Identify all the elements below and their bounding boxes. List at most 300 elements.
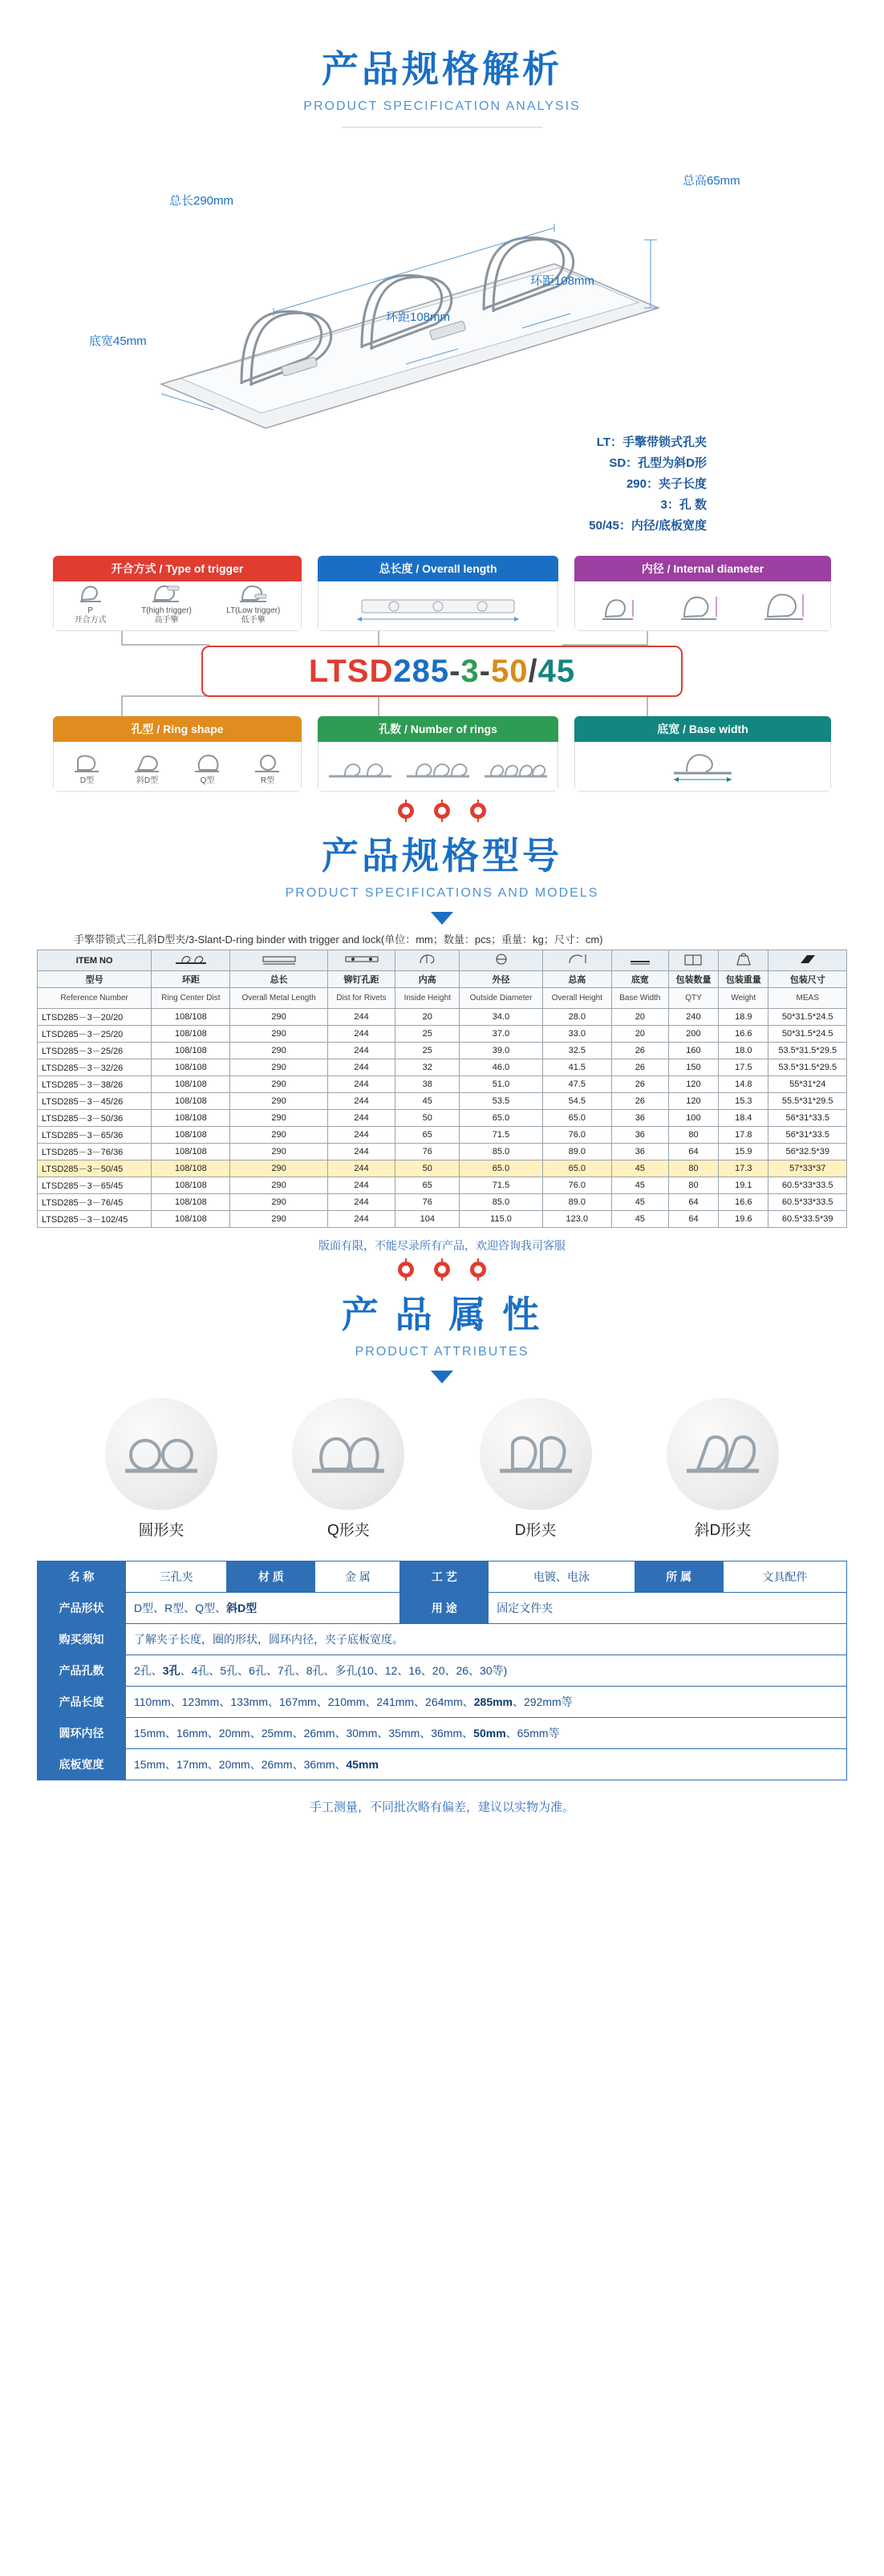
cell-qty: 80 xyxy=(668,1127,718,1144)
trigger-option-lt-top: LT(Low trigger) xyxy=(226,606,281,615)
cell-ring-dist: 108/108 xyxy=(152,1211,230,1228)
attr-row-name xyxy=(38,1561,847,1593)
spec-header-en-5: Outside Diameter xyxy=(460,988,543,1009)
title-divider xyxy=(342,127,542,128)
attr-key-length: 产品长度 xyxy=(38,1687,126,1718)
decor-dot xyxy=(398,1262,414,1278)
code-box-basewidth-title: 底宽 / Base width xyxy=(574,716,831,742)
trigger-option-lt-bottom: 低手擎 xyxy=(241,616,266,625)
ring-shape-q-icon xyxy=(192,753,224,774)
cell-ring-dist: 108/108 xyxy=(152,1177,230,1194)
cell-height: 54.5 xyxy=(542,1093,611,1110)
cell-model: LTSD285－3－65/36 xyxy=(38,1127,152,1144)
meas-icon xyxy=(797,952,818,966)
icon-inside-height xyxy=(395,950,460,971)
spec-header-en-2: Overall Metal Length xyxy=(230,988,327,1009)
spec-header-cn-4: 内高 xyxy=(395,971,460,988)
cell-base: 26 xyxy=(611,1059,668,1076)
ring-t-icon xyxy=(150,583,182,604)
cell-model: LTSD285－3－25/20 xyxy=(38,1026,152,1043)
attr-key-material: 材 质 xyxy=(227,1561,315,1593)
code-part-base: 45 xyxy=(537,653,576,689)
attr-value-name: 三孔夹 xyxy=(126,1561,227,1593)
down-triangle-icon-2 xyxy=(431,1371,453,1383)
product-caption-slant-d: 斜D形夹 xyxy=(694,1522,752,1539)
cell-meas: 50*31.5*24.5 xyxy=(768,1026,847,1043)
table-row xyxy=(38,1194,847,1211)
cell-rivet: 244 xyxy=(327,1211,395,1228)
cell-meas: 56*32.5*39 xyxy=(768,1144,847,1160)
cell-model: LTSD285－3－76/36 xyxy=(38,1144,152,1160)
cell-length: 290 xyxy=(230,1026,327,1043)
code-part-rings: 3 xyxy=(460,653,480,689)
diameter-large-icon xyxy=(760,590,808,626)
decor-dot xyxy=(470,803,486,819)
overall-length-icon xyxy=(346,589,530,626)
shape-option-r xyxy=(252,753,284,786)
cell-qty: 64 xyxy=(668,1194,718,1211)
attr-value-shape-plain: D型、R型、Q型、 xyxy=(134,1602,227,1614)
attr-value-holes-bold: 3孔 xyxy=(162,1664,180,1677)
label-ring-dist-2: 环距108mm xyxy=(386,310,451,324)
attr-key-process: 工 艺 xyxy=(400,1561,489,1593)
cell-weight: 17.3 xyxy=(719,1160,768,1177)
table-row xyxy=(38,1009,847,1026)
attr-key-shape: 产品形状 xyxy=(38,1593,126,1624)
code-box-trigger-title: 开合方式 / Type of trigger xyxy=(53,556,302,581)
cell-base: 36 xyxy=(611,1144,668,1160)
cell-outside: 39.0 xyxy=(460,1043,543,1059)
spec-table-caption: 手擎带锁式三孔斜D型夹/3-Slant-D-ring binder with trigger and lock(单位：mm；数量：pcs；重量：kg；尺寸：cm) xyxy=(74,934,603,946)
shape-option-slant-d xyxy=(132,753,164,786)
attr-key-diameter: 圆环内径 xyxy=(38,1718,126,1749)
cell-ring-dist: 108/108 xyxy=(152,1144,230,1160)
section-models xyxy=(0,788,884,925)
table-row-highlighted xyxy=(38,1160,847,1177)
section-spec-analysis xyxy=(0,0,884,136)
cell-meas: 60.5*33*33.5 xyxy=(768,1194,847,1211)
attr-value-holes-pre: 2孔、 xyxy=(134,1664,163,1677)
rings-4-icon xyxy=(481,754,550,786)
spec-header-en-9: Weight xyxy=(719,988,768,1009)
attr-value-category: 文具配件 xyxy=(723,1561,846,1593)
cell-outside: 51.0 xyxy=(460,1076,543,1093)
cell-rivet: 244 xyxy=(327,1093,395,1110)
section-attributes xyxy=(0,1257,884,1540)
code-box-diameter-title: 内径 / Internal diameter xyxy=(574,556,831,581)
cell-length: 290 xyxy=(230,1059,327,1076)
attr-key-usage: 用 途 xyxy=(400,1593,489,1624)
spec-table-note: 版面有限，不能尽录所有产品，欢迎咨询我司客服 xyxy=(318,1239,566,1252)
product-code xyxy=(201,646,683,697)
diameter-medium-icon xyxy=(676,590,721,626)
cell-height: 65.0 xyxy=(542,1160,611,1177)
cell-outside: 65.0 xyxy=(460,1110,543,1127)
attributes-subtitle: PRODUCT ATTRIBUTES xyxy=(355,1345,529,1359)
spec-header-en-4: Inside Height xyxy=(395,988,460,1009)
cell-height: 32.5 xyxy=(542,1043,611,1059)
shape-option-q xyxy=(192,753,224,786)
attr-row-length xyxy=(38,1687,847,1718)
product-type-round[interactable] xyxy=(81,1398,241,1540)
cell-inside: 20 xyxy=(395,1009,460,1026)
code-box-diameter xyxy=(574,556,831,631)
cell-ring-dist: 108/108 xyxy=(152,1009,230,1026)
cell-rivet: 244 xyxy=(327,1160,395,1177)
attr-value-length-bold: 285mm xyxy=(473,1695,513,1708)
cell-rivet: 244 xyxy=(327,1110,395,1127)
cell-height: 89.0 xyxy=(542,1144,611,1160)
label-total-height: 总高65mm xyxy=(683,174,740,188)
ring-p-icon xyxy=(77,583,104,604)
product-diagram xyxy=(41,144,843,432)
cell-qty: 64 xyxy=(668,1211,718,1228)
page-title: 产品规格解析 xyxy=(322,48,562,90)
spec-table-header-cn xyxy=(38,971,847,988)
spec-header-en-1: Ring Center Dist xyxy=(152,988,230,1009)
models-subtitle: PRODUCT SPECIFICATIONS AND MODELS xyxy=(285,886,599,900)
cell-base: 20 xyxy=(611,1009,668,1026)
cell-height: 65.0 xyxy=(542,1110,611,1127)
weight-icon xyxy=(733,952,754,966)
ring-dist-icon xyxy=(174,953,208,966)
ring-shape-d-icon xyxy=(71,753,103,774)
legend-item-5045: 50/45：内径/底板宽度 xyxy=(589,519,707,533)
cell-model: LTSD285－3－102/45 xyxy=(38,1211,152,1228)
attr-value-diameter-post: 、65mm等 xyxy=(505,1727,560,1740)
cell-model: LTSD285－3－32/26 xyxy=(38,1059,152,1076)
rivet-dist-icon xyxy=(343,953,380,966)
legend-item-lt: LT：手擎带锁式孔夹 xyxy=(596,435,707,449)
cell-outside: 71.5 xyxy=(460,1177,543,1194)
outside-diameter-icon xyxy=(489,953,513,966)
table-row xyxy=(38,1177,847,1194)
spec-header-en-3: Dist for Rivets xyxy=(327,988,395,1009)
cell-length: 290 xyxy=(230,1160,327,1177)
attr-value-diameter-bold: 50mm xyxy=(473,1727,506,1740)
cell-base: 45 xyxy=(611,1211,668,1228)
decor-dots-2 xyxy=(398,1262,486,1278)
cell-outside: 53.5 xyxy=(460,1093,543,1110)
attr-value-holes-post: 、4孔、5孔、6孔、7孔、8孔、多孔(10、12、16、20、26、30等) xyxy=(180,1664,508,1677)
cell-height: 41.5 xyxy=(542,1059,611,1076)
product-caption-q: Q形夹 xyxy=(326,1522,370,1539)
cell-inside: 65 xyxy=(395,1177,460,1194)
attr-key-category: 所 属 xyxy=(635,1561,723,1593)
cell-height: 33.0 xyxy=(542,1026,611,1043)
cell-weight: 18.0 xyxy=(719,1043,768,1059)
attr-value-holes xyxy=(126,1655,847,1687)
cell-meas: 50*31.5*24.5 xyxy=(768,1009,847,1026)
attributes-title: 产 品 属 性 xyxy=(341,1294,543,1335)
cell-meas: 56*31*33.5 xyxy=(768,1127,847,1144)
spec-header-en-0: Reference Number xyxy=(38,988,152,1009)
spec-header-cn-9: 包装重量 xyxy=(719,971,768,988)
attr-value-material: 金 属 xyxy=(315,1561,400,1593)
cell-height: 123.0 xyxy=(542,1211,611,1228)
q-clip-icon xyxy=(304,1426,392,1482)
icon-outside-diameter xyxy=(460,950,543,971)
spec-header-cn-7: 底宽 xyxy=(611,971,668,988)
cell-length: 290 xyxy=(230,1110,327,1127)
code-box-shape xyxy=(53,716,302,792)
cell-model: LTSD285－3－50/45 xyxy=(38,1160,152,1177)
cell-length: 290 xyxy=(230,1211,327,1228)
cell-rivet: 244 xyxy=(327,1177,395,1194)
cell-inside: 50 xyxy=(395,1160,460,1177)
attr-row-shape xyxy=(38,1593,847,1624)
models-title: 产品规格型号 xyxy=(322,835,562,877)
trigger-option-t xyxy=(141,583,192,626)
round-clip-icon xyxy=(117,1426,205,1482)
code-breakdown xyxy=(37,556,847,788)
spec-header-en-8: QTY xyxy=(668,988,718,1009)
attr-value-usage: 固定文件夹 xyxy=(489,1593,847,1624)
cell-outside: 46.0 xyxy=(460,1059,543,1076)
cell-height: 76.0 xyxy=(542,1127,611,1144)
cell-inside: 76 xyxy=(395,1194,460,1211)
spec-header-en-10: MEAS xyxy=(768,988,847,1009)
cell-inside: 25 xyxy=(395,1026,460,1043)
cell-meas: 55.5*31*29.5 xyxy=(768,1093,847,1110)
attr-value-diameter-pre: 15mm、16mm、20mm、25mm、26mm、30mm、35mm、36mm、 xyxy=(134,1727,474,1740)
cell-weight: 17.8 xyxy=(719,1127,768,1144)
cell-ring-dist: 108/108 xyxy=(152,1026,230,1043)
code-sep-3: / xyxy=(528,653,538,689)
cell-height: 47.5 xyxy=(542,1076,611,1093)
code-part-length: 285 xyxy=(393,653,450,689)
cell-base: 20 xyxy=(611,1026,668,1043)
cell-weight: 19.1 xyxy=(719,1177,768,1194)
cell-rivet: 244 xyxy=(327,1127,395,1144)
cell-inside: 65 xyxy=(395,1127,460,1144)
code-sep-2: - xyxy=(479,653,491,689)
cell-rivet: 244 xyxy=(327,1009,395,1026)
trigger-option-t-top: T(high trigger) xyxy=(141,606,192,615)
cell-height: 76.0 xyxy=(542,1177,611,1194)
code-box-shape-title: 孔型 / Ring shape xyxy=(53,716,302,742)
cell-weight: 19.6 xyxy=(719,1211,768,1228)
ring-shape-r-icon xyxy=(252,753,284,774)
icon-meas xyxy=(768,950,847,971)
icon-ring-dist xyxy=(152,950,230,971)
cell-rivet: 244 xyxy=(327,1076,395,1093)
overall-height-icon xyxy=(565,953,589,966)
cell-meas: 55*31*24 xyxy=(768,1076,847,1093)
code-part-lt: LTSD xyxy=(308,653,394,689)
cell-length: 290 xyxy=(230,1076,327,1093)
carton-icon xyxy=(683,952,704,966)
decor-dot xyxy=(470,1262,486,1278)
attr-key-notice: 购买须知 xyxy=(38,1624,126,1655)
inside-height-icon xyxy=(416,953,440,966)
cell-qty: 100 xyxy=(668,1110,718,1127)
product-type-d[interactable] xyxy=(456,1398,616,1540)
cell-weight: 16.6 xyxy=(719,1026,768,1043)
table-row xyxy=(38,1211,847,1228)
attr-value-process: 电镀、电泳 xyxy=(489,1561,635,1593)
cell-rivet: 244 xyxy=(327,1194,395,1211)
cell-base: 36 xyxy=(611,1127,668,1144)
diameter-small-icon xyxy=(598,590,638,626)
product-image-round xyxy=(105,1398,217,1510)
icon-base-width xyxy=(611,950,668,971)
cell-qty: 120 xyxy=(668,1093,718,1110)
cell-weight: 17.5 xyxy=(719,1059,768,1076)
table-row xyxy=(38,1026,847,1043)
spec-header-cn-6: 总高 xyxy=(542,971,611,988)
slant-d-clip-icon xyxy=(679,1426,767,1482)
cell-model: LTSD285－3－25/26 xyxy=(38,1043,152,1059)
cell-qty: 200 xyxy=(668,1026,718,1043)
page-subtitle: PRODUCT SPECIFICATION ANALYSIS xyxy=(303,99,581,113)
spec-header-cn-5: 外径 xyxy=(460,971,543,988)
cell-weight: 15.9 xyxy=(719,1144,768,1160)
trigger-option-lt xyxy=(226,583,280,626)
cell-length: 290 xyxy=(230,1127,327,1144)
cell-model: LTSD285－3－76/45 xyxy=(38,1194,152,1211)
cell-inside: 45 xyxy=(395,1093,460,1110)
attr-value-diameter xyxy=(126,1718,847,1749)
cell-inside: 50 xyxy=(395,1110,460,1127)
cell-length: 290 xyxy=(230,1043,327,1059)
cell-ring-dist: 108/108 xyxy=(152,1194,230,1211)
attr-value-shape-bold: 斜D型 xyxy=(226,1602,257,1614)
cell-outside: 65.0 xyxy=(460,1160,543,1177)
cell-meas: 57*33*37 xyxy=(768,1160,847,1177)
cell-weight: 18.9 xyxy=(719,1009,768,1026)
cell-base: 45 xyxy=(611,1194,668,1211)
cell-qty: 120 xyxy=(668,1076,718,1093)
cell-rivet: 244 xyxy=(327,1059,395,1076)
cell-inside: 76 xyxy=(395,1144,460,1160)
cell-ring-dist: 108/108 xyxy=(152,1127,230,1144)
code-box-basewidth xyxy=(574,716,831,792)
attr-value-length-pre: 110mm、123mm、133mm、167mm、210mm、241mm、264mm、 xyxy=(134,1695,474,1708)
cell-model: LTSD285－3－50/36 xyxy=(38,1110,152,1127)
cell-rivet: 244 xyxy=(327,1144,395,1160)
legend-item-sd: SD：孔型为斜D形 xyxy=(609,456,707,470)
cell-length: 290 xyxy=(230,1093,327,1110)
cell-ring-dist: 108/108 xyxy=(152,1093,230,1110)
shape-option-q-label: Q型 xyxy=(200,776,215,785)
decor-dot xyxy=(434,803,450,819)
trigger-option-t-bottom: 高手擎 xyxy=(154,616,179,625)
cell-qty: 64 xyxy=(668,1144,718,1160)
d-clip-icon xyxy=(492,1426,580,1482)
product-types-row xyxy=(81,1398,803,1540)
cell-inside: 38 xyxy=(395,1076,460,1093)
cell-ring-dist: 108/108 xyxy=(152,1110,230,1127)
cell-qty: 80 xyxy=(668,1177,718,1194)
ring-lt-icon xyxy=(237,583,270,604)
cell-qty: 150 xyxy=(668,1059,718,1076)
cell-meas: 53.5*31.5*29.5 xyxy=(768,1059,847,1076)
product-type-slant-d[interactable] xyxy=(643,1398,803,1540)
label-base-width: 底宽45mm xyxy=(89,334,147,348)
code-sep-1: - xyxy=(449,653,461,689)
legend-item-3: 3：孔 数 xyxy=(660,498,707,512)
spec-header-cn-0: 型号 xyxy=(38,971,152,988)
cell-outside: 71.5 xyxy=(460,1127,543,1144)
cell-meas: 60.5*33*33.5 xyxy=(768,1177,847,1194)
spec-table-header-icons xyxy=(38,950,847,971)
cell-length: 290 xyxy=(230,1177,327,1194)
code-legend xyxy=(41,432,843,537)
attr-value-basewidth-bold: 45mm xyxy=(346,1758,379,1771)
cell-height: 28.0 xyxy=(542,1009,611,1026)
attr-value-length xyxy=(126,1687,847,1718)
spec-header-cn-3: 铆钉孔距 xyxy=(327,971,395,988)
product-image-slant-d xyxy=(667,1398,779,1510)
table-row xyxy=(38,1043,847,1059)
trigger-option-p-top: P xyxy=(87,606,94,615)
down-triangle-icon xyxy=(431,912,453,925)
code-box-rings-title: 孔数 / Number of rings xyxy=(318,716,558,742)
attr-key-holes: 产品孔数 xyxy=(38,1655,126,1687)
cell-weight: 18.4 xyxy=(719,1110,768,1127)
decor-dots-1 xyxy=(398,803,486,819)
cell-meas: 60.5*33.5*39 xyxy=(768,1211,847,1228)
icon-carton xyxy=(668,950,718,971)
product-caption-d: D形夹 xyxy=(514,1522,557,1539)
base-width-icon xyxy=(655,749,751,786)
cell-qty: 80 xyxy=(668,1160,718,1177)
spec-header-en-6: Overall Height xyxy=(542,988,611,1009)
code-box-trigger xyxy=(53,556,302,631)
icon-weight xyxy=(719,950,768,971)
cell-weight: 16.6 xyxy=(719,1194,768,1211)
cell-ring-dist: 108/108 xyxy=(152,1076,230,1093)
cell-outside: 37.0 xyxy=(460,1026,543,1043)
table-row xyxy=(38,1059,847,1076)
cell-length: 290 xyxy=(230,1009,327,1026)
attr-value-shape xyxy=(126,1593,400,1624)
cell-base: 26 xyxy=(611,1043,668,1059)
cell-model: LTSD285－3－65/45 xyxy=(38,1177,152,1194)
product-type-q[interactable] xyxy=(268,1398,428,1540)
cell-base: 26 xyxy=(611,1076,668,1093)
cell-height: 89.0 xyxy=(542,1194,611,1211)
spec-header-itemno: ITEM NO xyxy=(38,950,152,971)
table-row xyxy=(38,1144,847,1160)
cell-inside: 104 xyxy=(395,1211,460,1228)
attributes-table xyxy=(37,1561,847,1780)
decor-dot xyxy=(398,803,414,819)
table-row xyxy=(38,1093,847,1110)
spec-header-en-7: Base Width xyxy=(611,988,668,1009)
rings-2-icon xyxy=(326,754,395,786)
cell-base: 36 xyxy=(611,1110,668,1127)
cell-base: 26 xyxy=(611,1093,668,1110)
cell-qty: 240 xyxy=(668,1009,718,1026)
cell-outside: 115.0 xyxy=(460,1211,543,1228)
page-footnote: 手工测量，不同批次略有偏差，建议以实物为准。 xyxy=(309,1800,574,1814)
product-image-d xyxy=(480,1398,592,1510)
cell-outside: 34.0 xyxy=(460,1009,543,1026)
product-image-q xyxy=(292,1398,404,1510)
cell-rivet: 244 xyxy=(327,1026,395,1043)
spec-table xyxy=(37,950,847,1228)
attr-row-holes xyxy=(38,1655,847,1687)
cell-ring-dist: 108/108 xyxy=(152,1043,230,1059)
code-box-length xyxy=(318,556,558,631)
spec-header-cn-1: 环距 xyxy=(152,971,230,988)
spec-table-header-en xyxy=(38,988,847,1009)
cell-base: 45 xyxy=(611,1177,668,1194)
attr-row-diameter xyxy=(38,1718,847,1749)
shape-option-d xyxy=(71,753,103,786)
